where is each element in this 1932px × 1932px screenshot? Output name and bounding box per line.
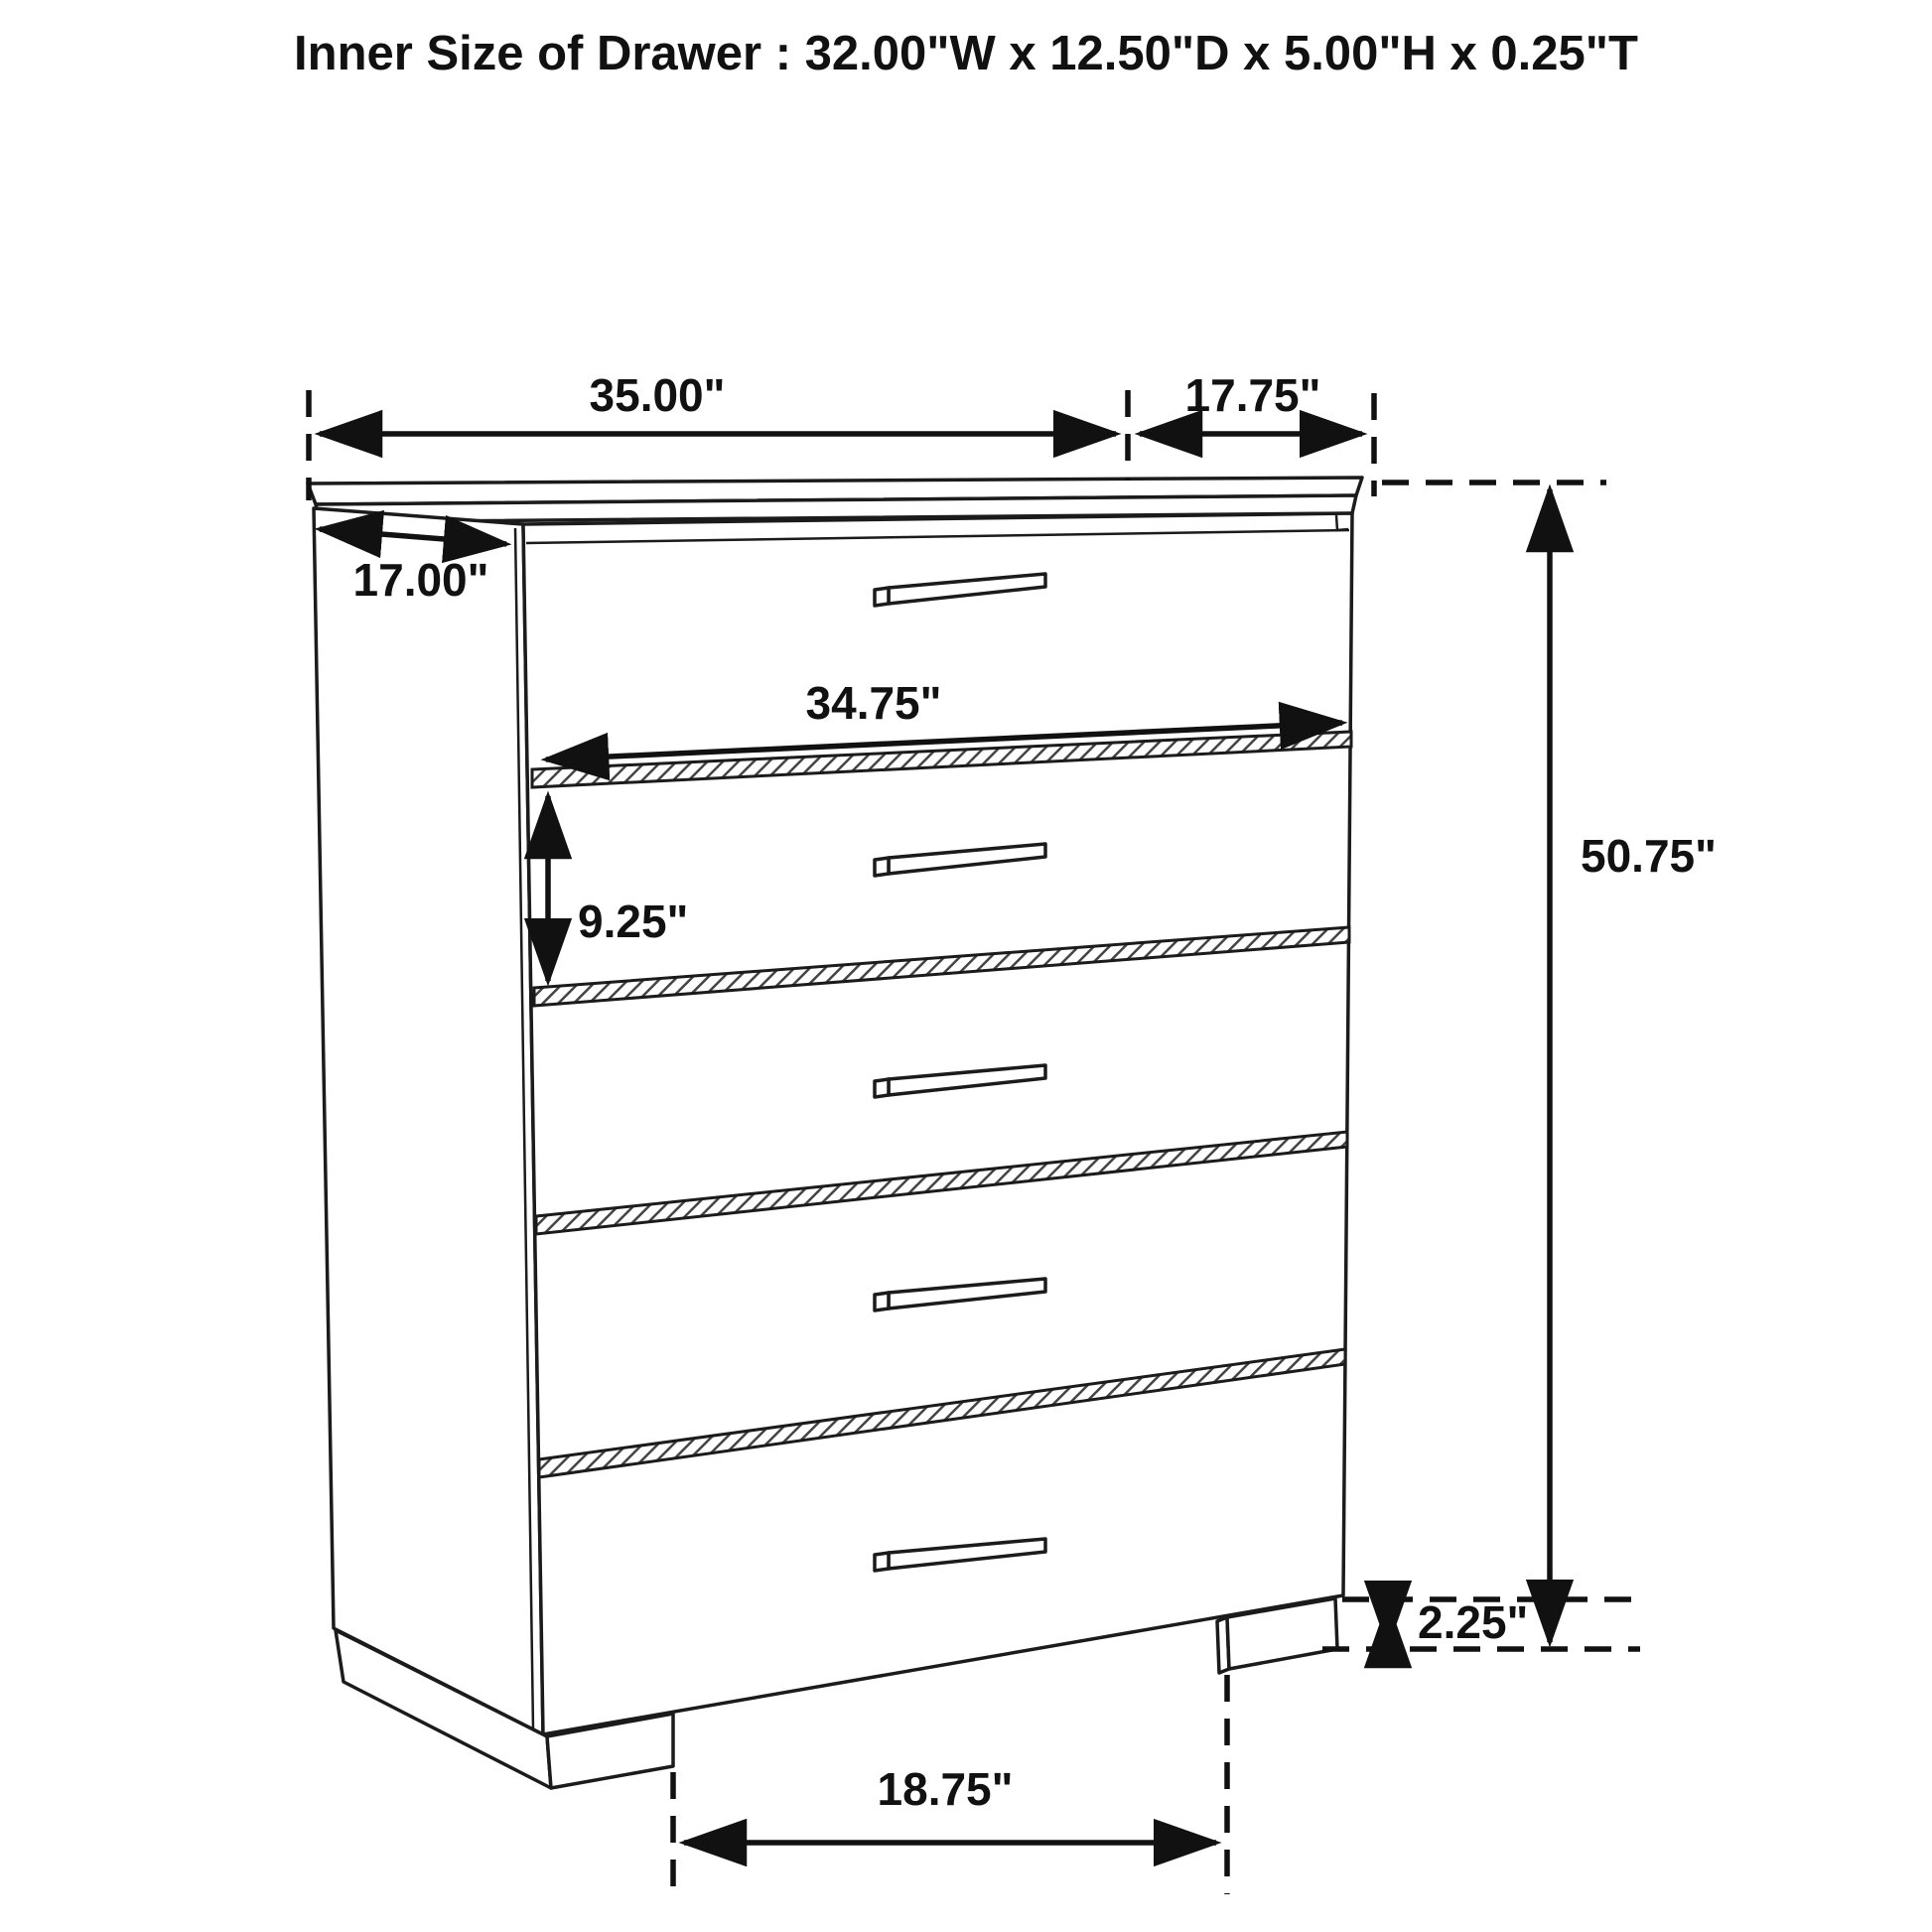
dim-label-leg-spacing: 18.75" [877, 1763, 1014, 1815]
dim-overall-height [1322, 483, 1717, 1649]
dim-label-base-height: 2.25" [1418, 1596, 1529, 1648]
diagram-title: Inner Size of Drawer : 32.00"W x 12.50"D x 5.00"H x 0.25"T [294, 27, 1638, 80]
dim-label-drawer-width: 34.75" [805, 677, 942, 729]
dim-base-height [1388, 1596, 1528, 1648]
dim-label-side-depth: 17.00" [352, 554, 489, 606]
dim-label-overall-height: 50.75" [1581, 830, 1717, 882]
dim-leg-spacing [673, 1675, 1227, 1894]
dim-label-top-depth: 17.75" [1184, 369, 1321, 421]
dim-label-top-width: 35.00" [589, 369, 726, 421]
dim-label-drawer-height: 9.25" [578, 896, 689, 947]
chest-side-panel [314, 508, 543, 1734]
chest-drawing [308, 478, 1362, 1788]
